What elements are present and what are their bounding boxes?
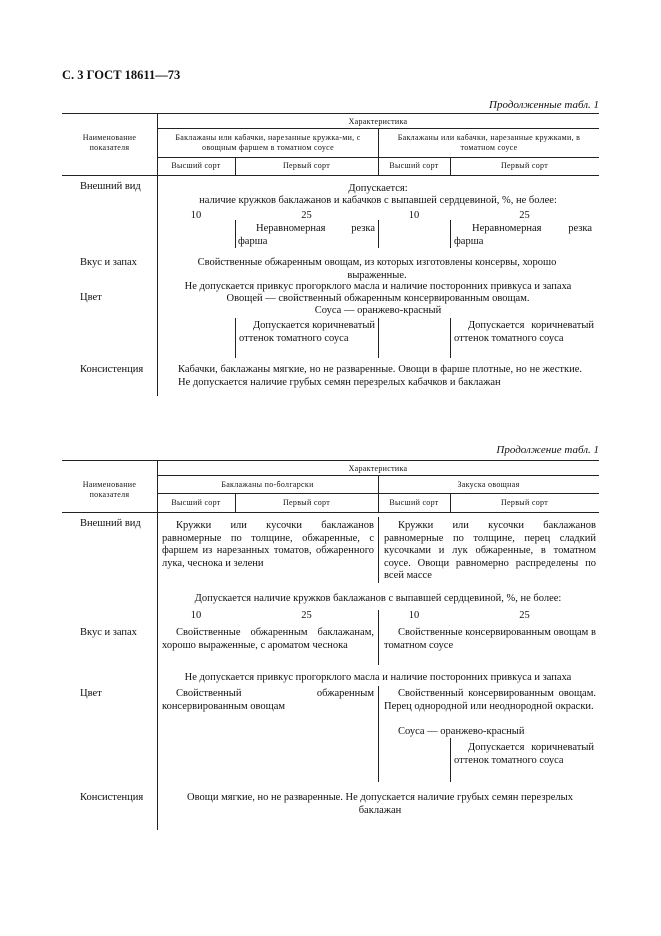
row-label-taste: Вкус и запах [80, 257, 137, 268]
continuation-label-2: Продолжение табл. 1 [496, 444, 599, 456]
brownish-tint-b: Допускается коричневатый оттенок томатного соуса [454, 742, 594, 766]
row-label-color: Цвет [80, 688, 102, 699]
value-first-a: 25 [301, 610, 312, 621]
row-label-consistency: Консистенция [80, 364, 144, 375]
consistency-text: Кабачки, баклажаны мягкие, но не разваренные. Овощи в фарше плотные, но не жесткие. Не допускается наличие грубых семян перезрелых кабачков и баклажан [178, 364, 582, 388]
column-group-a: Баклажаны по-болгарски [221, 480, 314, 489]
row-label-taste: Вкус и запах [80, 627, 137, 638]
color-sauce: Соуса — оранжево-красный [398, 726, 525, 737]
grade-first-a: Первый сорт [282, 161, 330, 170]
column-group-b: Закуска овощная [457, 480, 520, 489]
grade-top-b: Высший сорт [389, 161, 439, 170]
column-header-characteristic: Характеристика [348, 117, 408, 126]
taste-text-2: Не допускается привкус прогорклого масла и наличие посторонних привкуса и запаха [184, 281, 572, 292]
consistency-text: Овощи мягкие, но не разваренные. Не допускается наличие грубых семян перезрелых баклажан [187, 792, 573, 816]
grade-first-b: Первый сорт [500, 498, 548, 507]
grade-top-a: Высший сорт [171, 498, 221, 507]
value-first-a: 25 [301, 210, 312, 221]
page-code: С. 3 ГОСТ 18611—73 [62, 68, 181, 82]
grade-top-b: Высший сорт [389, 498, 439, 507]
row-label-appearance: Внешний вид [80, 518, 141, 529]
value-first-b: 25 [519, 210, 530, 221]
taste-a: Свойственные обжаренным баклажанам, хорошо выраженные, с ароматом чеснока [162, 627, 374, 651]
grade-first-b: Первый сорт [500, 161, 548, 170]
color-vegetables: Овощей — свойственный обжаренным консервированным овощам. [226, 293, 530, 304]
color-a: Свойственный обжаренным консервированным овощам [162, 688, 374, 712]
value-top-b: 10 [408, 610, 420, 621]
color-b: Свойственный консервированным овощам. Перец однородной или неоднородной окраски. [384, 688, 596, 712]
value-top-b: 10 [408, 210, 420, 221]
value-first-b: 25 [519, 610, 530, 621]
column-header-characteristic: Характеристика [348, 464, 408, 473]
appearance-a: Кружки или кусочки баклажанов равномерные по толщине, обжаренные, с фаршем из нарезанных томатов, обжаренного лука, чеснока и зелени [162, 520, 374, 569]
column-header-name: Наименование показателя [82, 480, 137, 499]
row-label-appearance: Внешний вид [80, 181, 141, 192]
column-group-b: Баклажаны или кабачки, нарезанные кружками, в томатном соусе [397, 133, 581, 152]
column-group-a: Баклажаны или кабачки, нарезанные кружка-ми, с овощным фаршем в томатном соусе [175, 133, 361, 152]
appearance-allowed: Допускается: [348, 183, 408, 194]
color-sauce: Соуса — оранжево-красный [314, 305, 442, 316]
taste-b: Свойственные консервированным овощам в томатном соусе [384, 627, 596, 651]
brownish-tint-a: Допускается коричневатый оттенок томатного соуса [239, 320, 375, 344]
allowed-text: Допускается наличие кружков баклажанов с выпавшей сердцевиной, %, не более: [194, 593, 562, 604]
grade-first-a: Первый сорт [282, 498, 330, 507]
taste-common: Не допускается привкус прогорклого масла и наличие посторонних привкуса и запаха [184, 672, 572, 683]
continuation-label-1: Продолженные табл. 1 [489, 99, 599, 111]
value-top-a: 10 [190, 210, 202, 221]
row-label-color: Цвет [80, 292, 102, 303]
brownish-tint-b: Допускается коричневатый оттенок томатного соуса [454, 320, 594, 344]
uneven-cut-a: Неравномерная резка фарша [238, 223, 375, 247]
value-top-a: 10 [190, 610, 202, 621]
uneven-cut-b: Неравномерная резка фарша [454, 223, 592, 247]
appearance-text: наличие кружков баклажанов и кабачков с выпавшей сердцевиной, %, не более: [199, 195, 557, 206]
grade-top-a: Высший сорт [171, 161, 221, 170]
appearance-b: Кружки или кусочки баклажанов равномерные по толщине, перец сладкий кусочками и лук обжаренные, в томатном соусе. Овощи равномерно распределены по всей массе [384, 520, 596, 581]
taste-text: Свойственные обжаренным овощам, из которых изготовлены консервы, хорошо выраженные. [197, 257, 557, 281]
column-header-name: Наименование показателя [82, 133, 137, 152]
row-label-consistency: Консистенция [80, 792, 144, 803]
